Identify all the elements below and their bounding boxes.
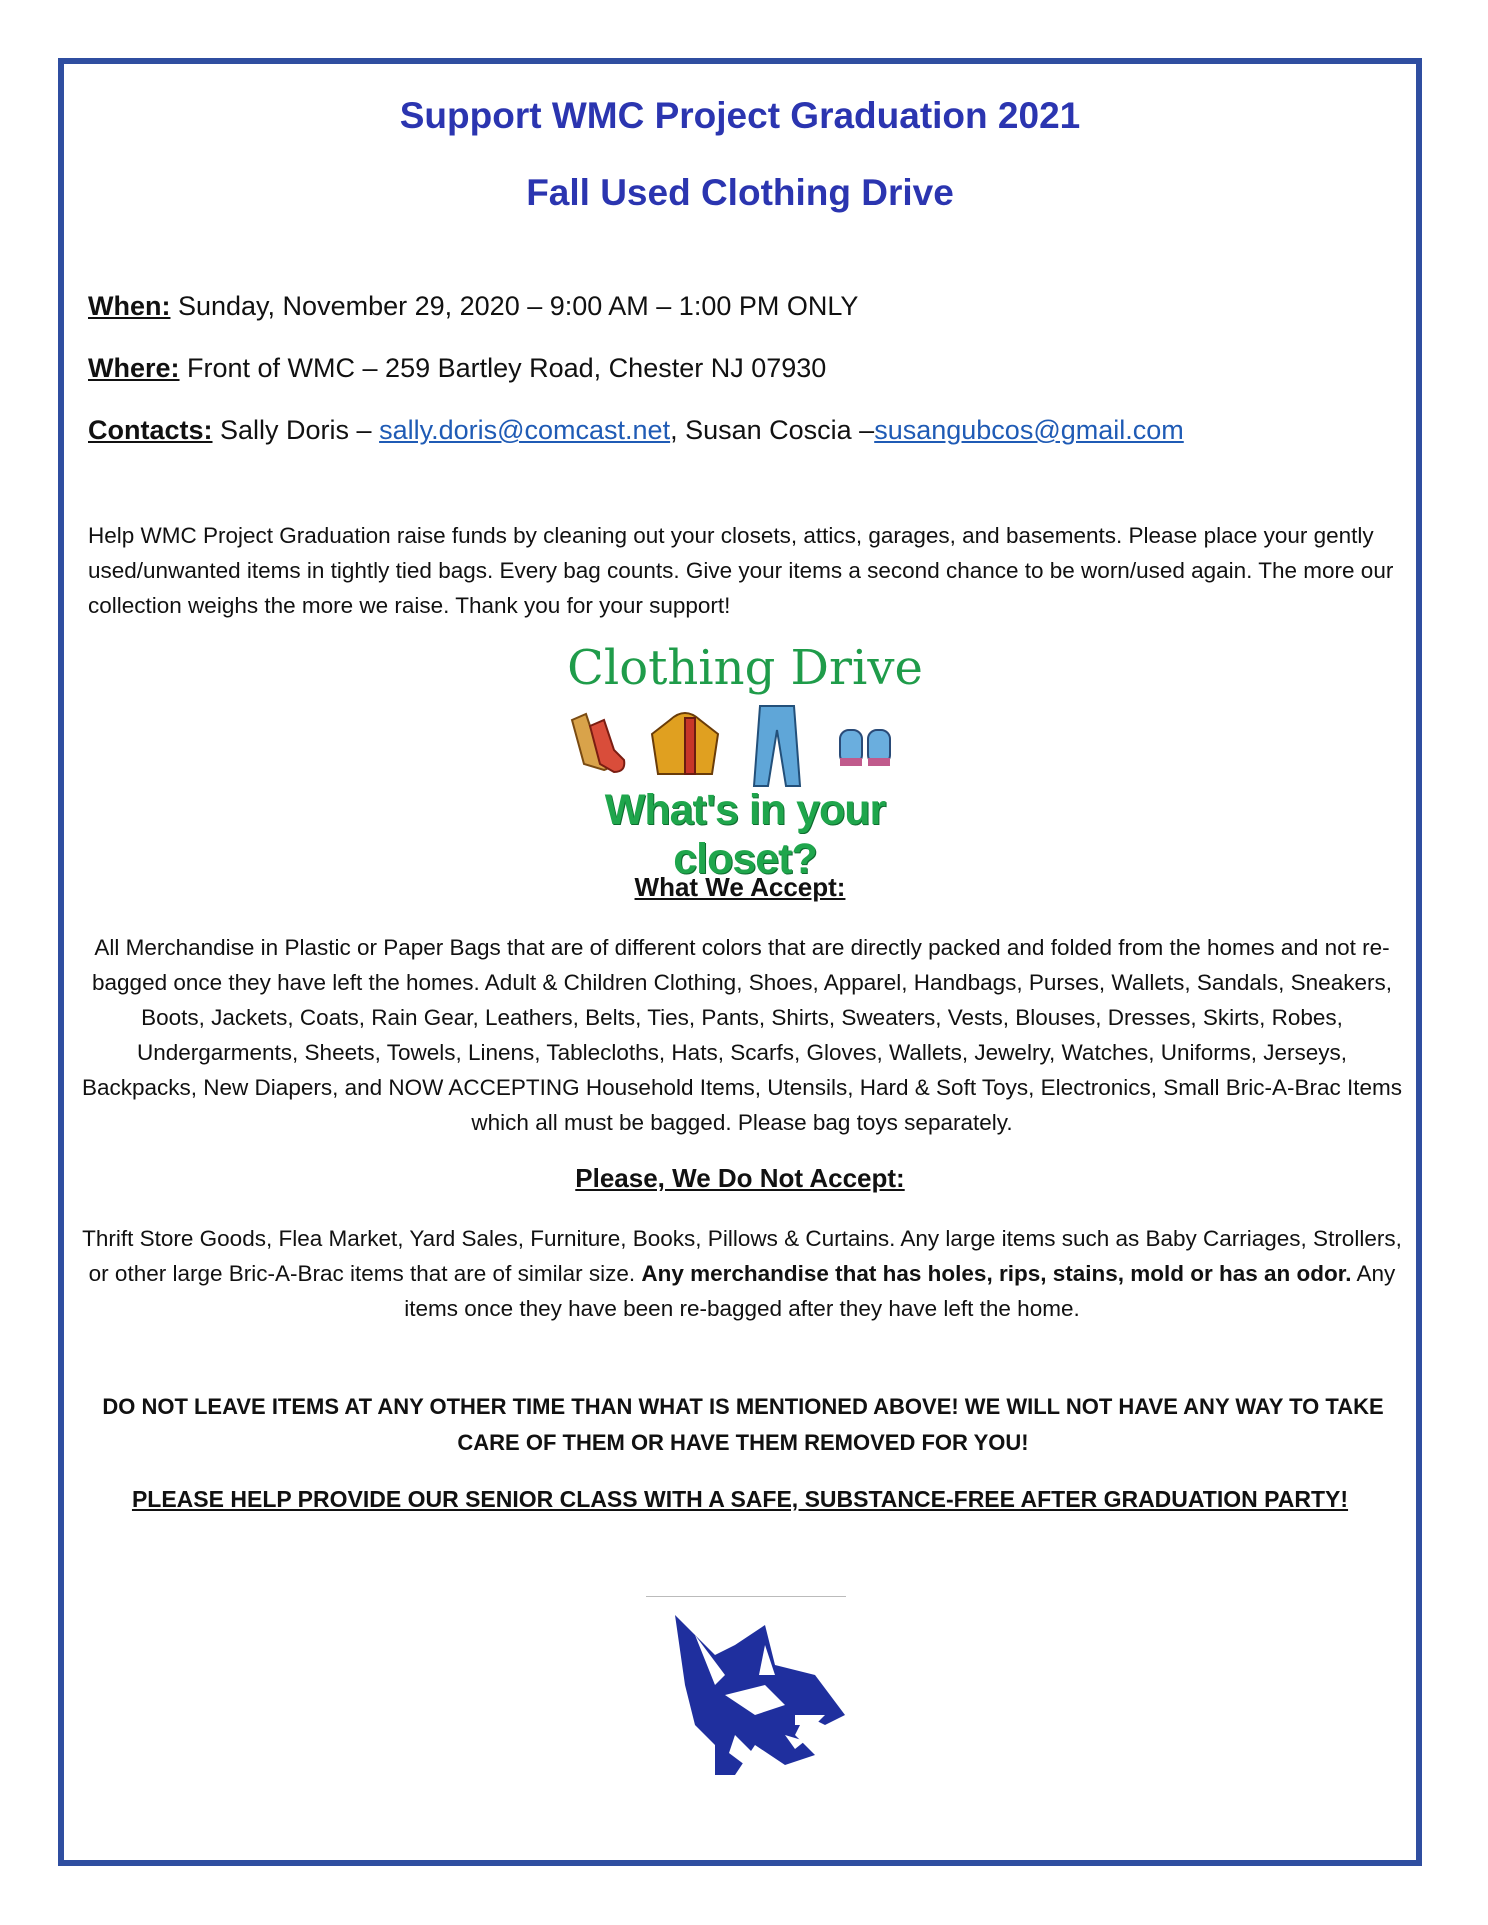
graphic-title: Clothing Drive: [567, 640, 923, 696]
when-label: When:: [88, 291, 171, 321]
clothing-icons: [550, 700, 940, 790]
contact2-email-link[interactable]: susangubcos@gmail.com: [874, 415, 1184, 445]
contact2-name: , Susan Coscia –: [670, 415, 875, 445]
divider-line: [646, 1596, 846, 1597]
jeans-icon: [754, 706, 800, 786]
contact1-email-link[interactable]: sally.doris@comcast.net: [379, 415, 671, 445]
contacts-line: [88, 415, 1184, 446]
where-value: Front of WMC – 259 Bartley Road, Chester NJ 07930: [179, 353, 827, 383]
contact1-name: Sally Doris –: [212, 415, 380, 445]
socks-icon: [572, 714, 624, 772]
page-title: Support WMC Project Graduation 2021: [399, 95, 1081, 136]
wolf-mascot-icon: [655, 1605, 855, 1795]
reject-paragraph: [82, 1221, 1402, 1326]
when-value: Sunday, November 29, 2020 – 9:00 AM – 1:00 PM ONLY: [170, 291, 859, 321]
mittens-icon: [840, 730, 890, 766]
graphic-subtitle: What's in your closet?: [604, 786, 886, 883]
jacket-icon: [652, 713, 718, 774]
where-label: Where:: [88, 353, 180, 383]
page-subtitle: Fall Used Clothing Drive: [526, 172, 954, 213]
closing-message: PLEASE HELP PROVIDE OUR SENIOR CLASS WITH A SAFE, SUBSTANCE-FREE AFTER GRADUATION PARTY!: [131, 1486, 1349, 1512]
where-line: [88, 353, 826, 384]
clothing-drive-graphic: [530, 640, 960, 883]
reject-text-start: Thrift Store Goods, Flea Market, Yard Sales, Furniture, Books, Pillows & Curtains. Any large items such as Baby Carriages, Strollers, or other large Bric-A-Brac items that are of similar size.: [82, 1226, 1402, 1286]
reject-text-bold: Any merchandise that has holes, rips, stains, mold or has an odor.: [641, 1261, 1352, 1286]
accept-heading: What We Accept:: [634, 872, 846, 902]
when-line: [88, 291, 858, 322]
accept-paragraph: All Merchandise in Plastic or Paper Bags that are of different colors that are directly packed and folded from the homes and not re-bagged once they have left the homes. Adult & Children Clothing, Shoes, Apparel, Handbags, Purses, Wallets, Sandals, Sneakers, Boots, Jackets, Coats, Rain Gear, Leathers, Belts, Ties, Pants, Shirts, Sweaters, Vests, Blouses, Dresses, Skirts, Robes, Undergarments, Sheets, Towels, Linens, Tablecloths, Hats, Scarfs, Gloves, Wallets, Jewelry, Watches, Uniforms, Jerseys, Backpacks, New Diapers, and NOW ACCEPTING Household Items, Utensils, Hard & Soft Toys, Electronics, Small Bric-A-Brac Items which all must be bagged. Please bag toys separately.: [82, 935, 1402, 1135]
reject-heading: Please, We Do Not Accept:: [575, 1163, 905, 1193]
intro-paragraph: Help WMC Project Graduation raise funds by cleaning out your closets, attics, garages, and basements. Please place your gently used/unwanted items in tightly tied bags. Every bag counts. Give your items a second chance to be worn/used again. The more our collection weighs the more we raise. Thank you for your support!: [88, 523, 1394, 618]
warning-notice: DO NOT LEAVE ITEMS AT ANY OTHER TIME THAN WHAT IS MENTIONED ABOVE! WE WILL NOT HAVE ANY WAY TO TAKE CARE OF THEM OR HAVE THEM REMOVED FOR YOU!: [102, 1394, 1384, 1455]
contacts-label: Contacts:: [88, 415, 213, 445]
reject-text-end: Any items once they have been re-bagged after they have left the home.: [404, 1261, 1396, 1321]
